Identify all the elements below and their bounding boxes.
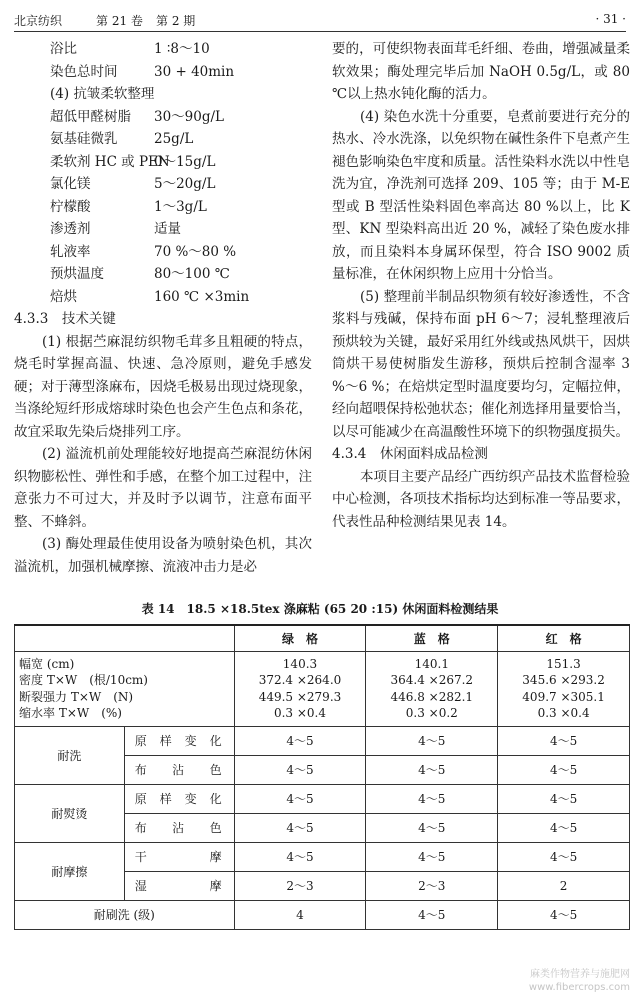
- section-heading-4-3-4: 4.3.4 休闲面料成品检测: [332, 446, 488, 462]
- table-row: 湿摩 2～3 2～3 2: [15, 871, 630, 900]
- paragraph: 要的，可使织物表面茸毛纤细、卷曲，增强减量柔软效果；酶处理完毕后加 NaOH 0.5g/L，或 80 ℃以上热水钝化酶的活力。: [332, 41, 630, 102]
- table-row: 耐熨烫 原样变化 4～5 4～5 4～5: [15, 784, 630, 813]
- param-row: 氯化镁 5～20g/L: [50, 176, 216, 192]
- paragraph: (5) 整理前半制品织物须有较好渗透性，不含浆料与残碱，保持布面 pH 6～7；浸轧整理液后预烘较为关键，最好采用红外线或热风烘干，因烘筒烘干易使树脂发生游移，预烘后控制含湿率 3 %～6 %；在焙烘定型时温度要均匀，定幅拉伸，经向超喂保持松弛状态；催化剂选择用量要恰当，以尽可能减少在高温酸性环境下的织物强度损失。: [332, 288, 630, 440]
- paragraph: 本项目主要产品经广西纺织产品技术监督检验中心检测，各项技术指标均达到标准一等品要求，代表性品种检测结果见表 14。: [332, 468, 630, 530]
- param-row: 焙烘 160 ℃ ×3min: [50, 288, 250, 305]
- table-caption: 表 14 18.5 ×18.5tex 涤麻粘 (65 20 :15) 休闲面料检测结果: [141, 602, 499, 616]
- subsection-title: (4) 抗皱柔软整理: [50, 86, 155, 102]
- param-row: 柠檬酸 1～3g/L: [50, 198, 207, 215]
- running-header: [14, 10, 626, 32]
- param-row: 氨基硅微乳 25g/L: [50, 131, 194, 147]
- param-row: 渗透剂 适量: [50, 221, 181, 237]
- group-scrub: 耐刷洗 (级): [15, 900, 235, 929]
- table-row: 耐刷洗 (级) 4 4～5 4～5: [15, 900, 630, 929]
- table-row: 耐洗 原样变化 4～5 4～5 4～5: [15, 726, 630, 755]
- physical-labels: 幅宽 (cm) 密度 T×W (根/10cm) 断裂强力 T×W (N) 缩水率 T×W (%): [15, 651, 235, 726]
- left-column: [14, 38, 312, 578]
- section-heading-4-3-3: 4.3.3 技术关键: [14, 311, 116, 327]
- site-watermark: 麻类作物营养与施肥网 www.fibercrops.com: [528, 969, 630, 993]
- paragraph: (4) 染色水洗十分重要，皂煮前要进行充分的热水、冷水洗涤，以免织物在碱性条件下皂煮产生褪色影响染色牢度和质量。活性染料水洗以中性皂洗为宜，净洗剂可选择 209、105 等；由于 M-E 型或 B 型活性染料固色率高达 80 %以上，比 K 型、KN 型染料高出近 20 %，减轻了染色废水排放，而且染料本身属环保型，符合 ISO 9002 质量标准，在休闲织物上应用十分恰当。: [332, 108, 630, 282]
- paragraph: (3) 酶处理最佳使用设备为喷射染色机，其次溢流机，加强机械摩擦、流液冲击力是必: [14, 536, 312, 575]
- param-row: 超低甲醛树脂 30～90g/L: [50, 108, 225, 125]
- journal-name: 北京纺织: [14, 14, 63, 28]
- header-green: 绿 格: [234, 625, 366, 651]
- param-row: 轧液率 70 %～80 %: [50, 243, 237, 260]
- paragraph: (1) 根据苎麻混纺织物毛茸多且粗硬的特点，烧毛时掌握高温、快速、急冷原则，避免手感发硬；对于薄型涤麻布，因烧毛极易出现过烧现象，当涤纶短纤形成熔球时染色也会产生色点和条花，故宜采取先染后烧排列工序。: [14, 333, 312, 440]
- group-rubbing: 耐摩擦: [15, 842, 125, 900]
- header-red: 红 格: [498, 625, 630, 651]
- physical-values-green: 140.3 372.4 ×264.0 449.5 ×279.3 0.3 ×0.4: [234, 651, 366, 726]
- param-row: 柔软剂 HC 或 PEN 0～15g/L: [50, 153, 216, 170]
- paragraph: (2) 溢流机前处理能较好地提高苎麻混纺休闲织物膨松性、弹性和手感，在整个加工过程中，注意张力不可过大，并及时予以调节，注意布面平整、不蜂斜。: [14, 446, 312, 530]
- header-blue: 蓝 格: [366, 625, 498, 651]
- physical-values-blue: 140.1 364.4 ×267.2 446.8 ×282.1 0.3 ×0.2: [366, 651, 498, 726]
- page-number: · 31 ·: [595, 12, 626, 26]
- volume-label: 第 21 卷: [96, 14, 143, 28]
- table-row: 耐摩擦 干摩 4～5 4～5 4～5: [15, 842, 630, 871]
- right-column: [332, 38, 630, 533]
- test-results-table: [14, 624, 630, 930]
- table-header-row: [15, 625, 630, 651]
- group-ironing: 耐熨烫: [15, 784, 125, 842]
- table-row: 布沾色 4～5 4～5 4～5: [15, 755, 630, 784]
- physical-values-red: 151.3 345.6 ×293.2 409.7 ×305.1 0.3 ×0.4: [498, 651, 630, 726]
- param-row: 预烘温度 80～100 ℃: [50, 266, 230, 282]
- header-blank: [15, 625, 235, 651]
- table-row: 布沾色 4～5 4～5 4～5: [15, 813, 630, 842]
- param-row: 染色总时间 30 + 40min: [50, 63, 235, 80]
- issue-label: 第 2 期: [156, 14, 196, 28]
- physical-properties-row: [15, 651, 630, 726]
- param-row: 浴比 1 ∶8～10: [50, 41, 210, 57]
- group-wash: 耐洗: [15, 726, 125, 784]
